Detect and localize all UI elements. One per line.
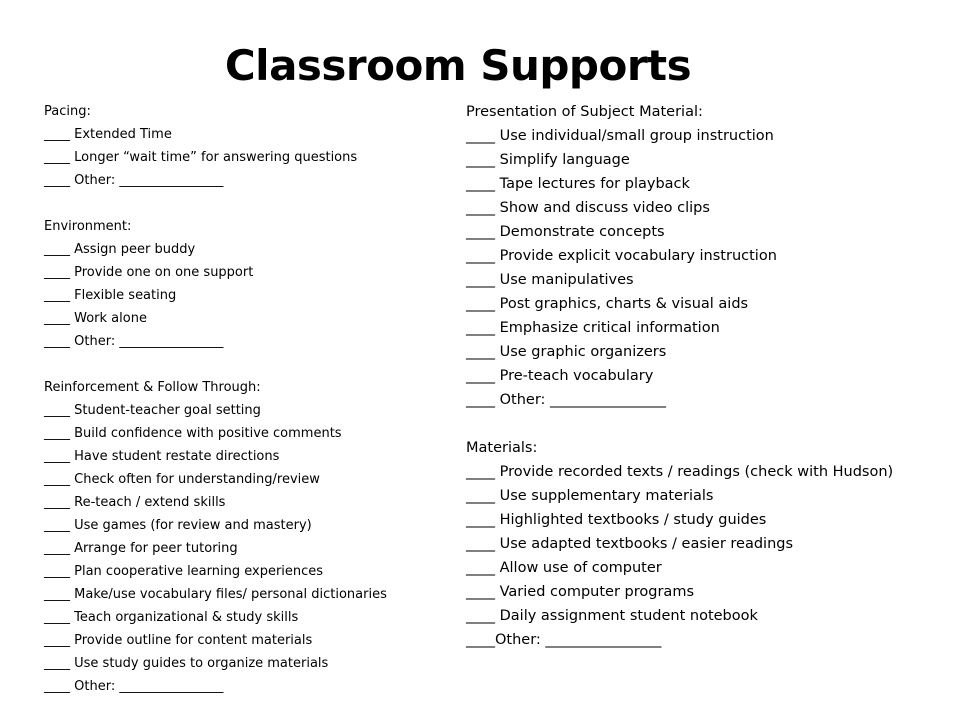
section-heading: Reinforcement & Follow Through: bbox=[44, 380, 261, 395]
list-item: ____ Other: ________________ bbox=[44, 334, 224, 349]
list-item: ____ Have student restate directions bbox=[44, 449, 280, 464]
spacer bbox=[44, 353, 454, 376]
list-item: ____ Check often for understanding/review bbox=[44, 472, 320, 487]
list-item: ____ Allow use of computer bbox=[466, 560, 662, 576]
list-item: ____Other: ________________ bbox=[466, 632, 662, 648]
list-item: ____ Build confidence with positive comments bbox=[44, 426, 342, 441]
section-heading: Pacing: bbox=[44, 104, 91, 119]
list-item: ____ Emphasize critical information bbox=[466, 320, 720, 336]
list-item: ____ Demonstrate concepts bbox=[466, 224, 665, 240]
section-heading: Presentation of Subject Material: bbox=[466, 104, 703, 120]
list-item: ____ Extended Time bbox=[44, 127, 172, 142]
list-item: ____ Other: ________________ bbox=[44, 679, 224, 694]
list-item: ____ Use adapted textbooks / easier readings bbox=[466, 536, 794, 552]
presentation-section bbox=[466, 100, 946, 412]
list-item: ____ Pre-teach vocabulary bbox=[466, 368, 654, 384]
list-item: ____ Make/use vocabulary files/ personal dictionaries bbox=[44, 587, 387, 602]
list-item: ____ Plan cooperative learning experiences bbox=[44, 564, 324, 579]
list-item: ____ Simplify language bbox=[466, 152, 630, 168]
list-item: ____ Post graphics, charts & visual aids bbox=[466, 296, 749, 312]
list-item: ____ Use study guides to organize materials bbox=[44, 656, 329, 671]
pacing-section bbox=[44, 100, 454, 192]
list-item: ____ Other: ________________ bbox=[466, 392, 667, 408]
list-item: ____ Re-teach / extend skills bbox=[44, 495, 226, 510]
right-column bbox=[466, 100, 946, 652]
list-item: ____ Student-teacher goal setting bbox=[44, 403, 261, 418]
spacer bbox=[44, 192, 454, 215]
list-item: ____ Use supplementary materials bbox=[466, 488, 714, 504]
list-item: ____ Flexible seating bbox=[44, 288, 177, 303]
spacer bbox=[466, 412, 946, 436]
list-item: ____ Show and discuss video clips bbox=[466, 200, 710, 216]
section-heading: Materials: bbox=[466, 440, 538, 456]
list-item: ____ Highlighted textbooks / study guides bbox=[466, 512, 767, 528]
reinforcement-section bbox=[44, 376, 454, 698]
list-item: ____ Work alone bbox=[44, 311, 147, 326]
list-item: ____ Daily assignment student notebook bbox=[466, 608, 758, 624]
list-item: ____ Use manipulatives bbox=[466, 272, 634, 288]
list-item: ____ Tape lectures for playback bbox=[466, 176, 690, 192]
list-item: ____ Use graphic organizers bbox=[466, 344, 667, 360]
list-item: ____ Varied computer programs bbox=[466, 584, 694, 600]
materials-section bbox=[466, 436, 946, 652]
page-title: Classroom Supports bbox=[224, 41, 692, 90]
list-item: ____ Teach organizational & study skills bbox=[44, 610, 299, 625]
left-column bbox=[44, 100, 454, 698]
list-item: ____ Provide explicit vocabulary instruction bbox=[466, 248, 777, 264]
environment-section bbox=[44, 215, 454, 353]
list-item: ____ Longer “wait time” for answering questions bbox=[44, 150, 358, 165]
list-item: ____ Provide outline for content materials bbox=[44, 633, 313, 648]
list-item: ____ Provide recorded texts / readings (check with Hudson) bbox=[466, 464, 894, 480]
list-item: ____ Use games (for review and mastery) bbox=[44, 518, 312, 533]
list-item: ____ Use individual/small group instruction bbox=[466, 128, 774, 144]
list-item: ____ Arrange for peer tutoring bbox=[44, 541, 238, 556]
list-item: ____ Assign peer buddy bbox=[44, 242, 196, 257]
list-item: ____ Provide one on one support bbox=[44, 265, 254, 280]
list-item: ____ Other: ________________ bbox=[44, 173, 224, 188]
section-heading: Environment: bbox=[44, 219, 132, 234]
